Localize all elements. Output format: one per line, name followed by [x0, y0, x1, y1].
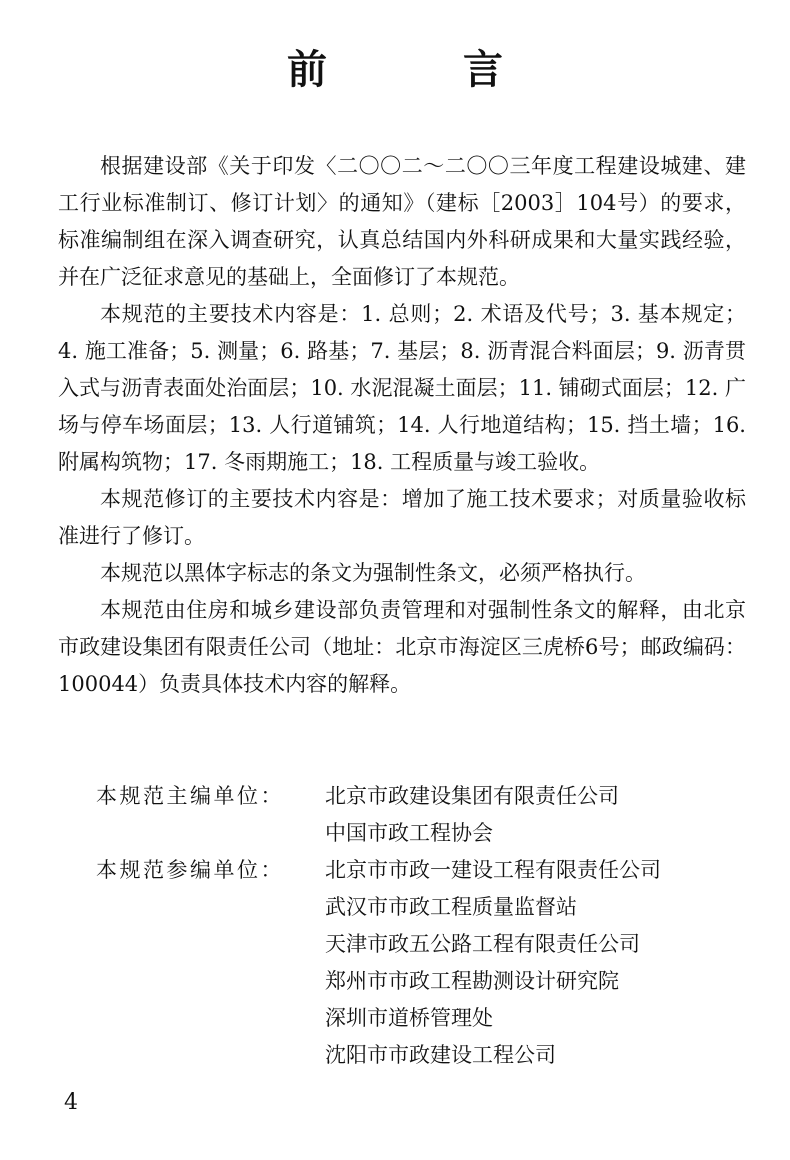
chief-units-label: 本规范主编单位： [96, 784, 284, 808]
participating-unit-item: 沈阳市市政建设工程公司 [325, 1043, 556, 1067]
participating-unit-item: 北京市市政一建设工程有限责任公司 [325, 858, 661, 882]
participating-unit-item: 武汉市市政工程质量监督站 [325, 895, 577, 919]
paragraph-management-interpretation: 本规范由住房和城乡建设部负责管理和对强制性条文的解释，由北京市政建设集团有限责任公司（地址：北京市海淀区三虎桥6号；邮政编码：100044）负责具体技术内容的解释。 [58, 598, 746, 696]
paragraph-revision-contents: 本规范修订的主要技术内容是：增加了施工技术要求；对质量验收标准进行了修订。 [58, 487, 746, 548]
paragraph-main-contents: 本规范的主要技术内容是：1. 总则；2. 术语及代号；3. 基本规定；4. 施工准备；5. 测量；6. 路基；7. 基层；8. 沥青混合料面层；9. 沥青贯入式与沥青表面处治面层；10. 水泥混凝土面层；11. 铺砌式面层；12. 广场与停车场面层；13. 人行道铺筑；14. 人行地道结构；15. 挡土墙；16. 附属构筑物；17. 冬雨期施工；18. 工程质量与竣工验收。 [58, 302, 746, 474]
page-number: 4 [64, 1090, 78, 1115]
participating-units-list [325, 852, 661, 1074]
participating-units-label: 本规范参编单位： [96, 858, 284, 882]
chief-units-list [325, 778, 619, 852]
participating-unit-item: 深圳市道桥管理处 [325, 1006, 493, 1030]
paragraph-mandatory-clauses: 本规范以黑体字标志的条文为强制性条文，必须严格执行。 [100, 561, 646, 585]
chief-unit-item: 中国市政工程协会 [325, 821, 493, 845]
page-title: 前 言 [287, 46, 551, 93]
chief-unit-item: 北京市政建设集团有限责任公司 [325, 784, 619, 808]
paragraph-compilation-basis: 根据建设部《关于印发〈二〇〇二～二〇〇三年度工程建设城建、建工行业标准制订、修订计划〉的通知》（建标［2003］104号）的要求，标准编制组在深入调查研究，认真总结国内外科研成果和大量实践经验，并在广泛征求意见的基础上，全面修订了本规范。 [58, 154, 746, 289]
preface-body [58, 148, 746, 703]
participating-unit-item: 天津市政五公路工程有限责任公司 [325, 932, 640, 956]
participating-unit-item: 郑州市市政工程勘测设计研究院 [325, 969, 619, 993]
